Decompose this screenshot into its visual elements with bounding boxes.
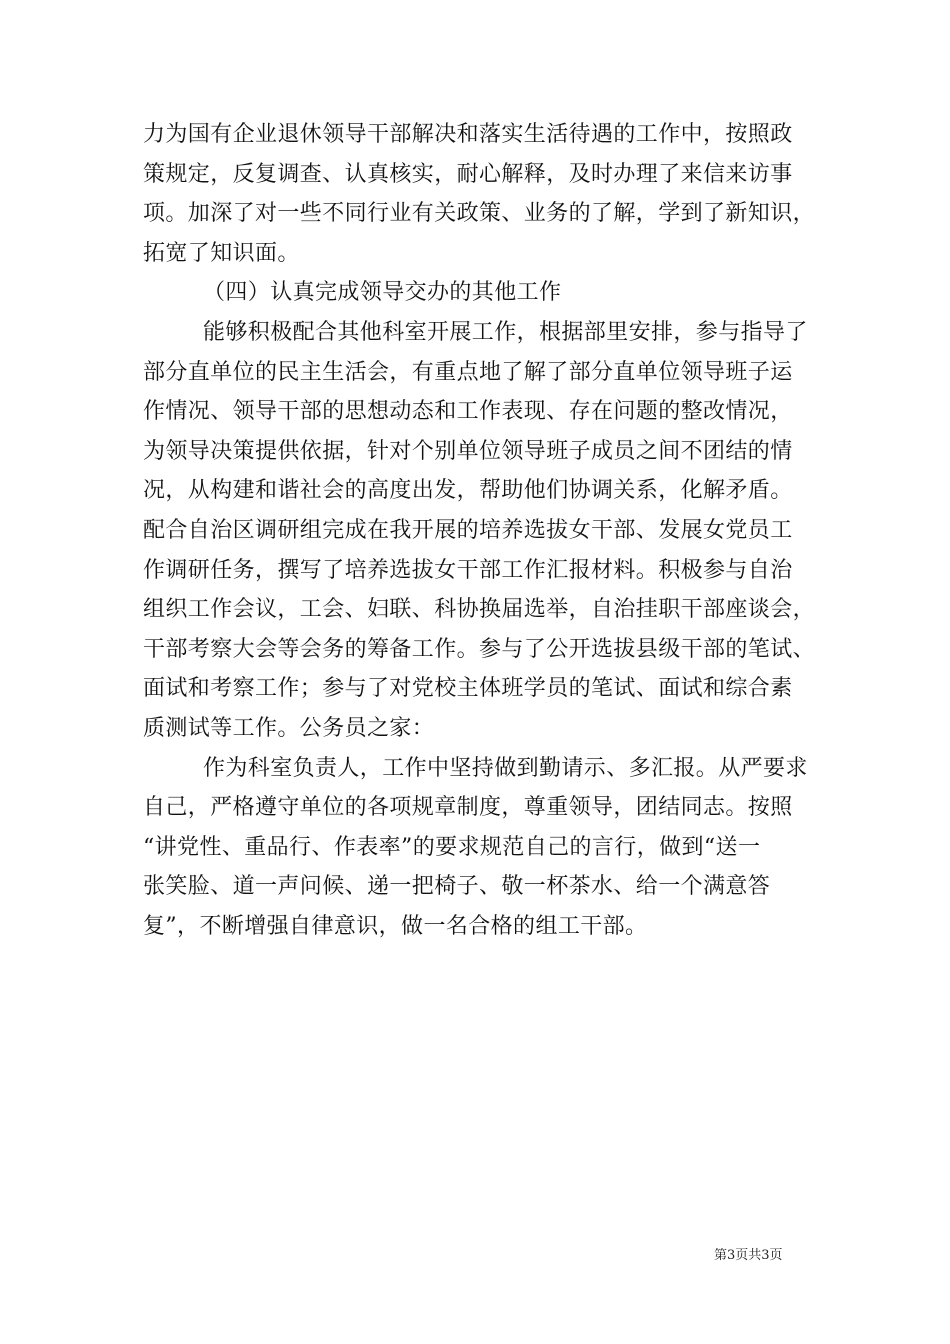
text-line: 作调研任务，撰写了培养选拔女干部工作汇报材料。积极参与自治 — [143, 557, 793, 583]
text-line: 组织工作会议，工会、妇联、科协换届选举，自治挂职干部座谈会， — [143, 597, 816, 623]
text-line: 拓宽了知识面。 — [143, 240, 300, 266]
text-line: 配合自治区调研组完成在我开展的培养选拔女干部、发展女党员工 — [143, 517, 793, 543]
text-line: 复”，不断增强自律意识，做一名合格的组工干部。 — [143, 913, 648, 939]
document-body — [143, 115, 833, 946]
text-line: 项。加深了对一些不同行业有关政策、业务的了解，学到了新知识， — [143, 201, 816, 227]
text-line: 作情况、领导干部的思想动态和工作表现、存在问题的整改情况， — [143, 399, 793, 425]
text-line: 为领导决策提供依据，针对个别单位领导班子成员之间不团结的情 — [143, 438, 793, 464]
page-number: 第3页共3页 — [714, 1248, 783, 1263]
text-line: 质测试等工作。公务员之家： — [143, 715, 435, 741]
text-line: 自己，严格遵守单位的各项规章制度，尊重领导，团结同志。按照 — [143, 795, 793, 821]
text-line: 策规定，反复调查、认真核实，耐心解释，及时办理了来信来访事 — [143, 161, 793, 187]
text-line: 部分直单位的民主生活会，有重点地了解了部分直单位领导班子运 — [143, 359, 793, 385]
text-line: 能够积极配合其他科室开展工作，根据部里安排，参与指导了 — [203, 319, 808, 345]
section-heading: （四）认真完成领导交办的其他工作 — [203, 280, 562, 306]
text-line: “讲党性、重品行、作表率”的要求规范自己的言行，做到“送一 — [143, 834, 761, 860]
text-line: 张笑脸、道一声问候、递一把椅子、敬一杯茶水、给一个满意答 — [143, 874, 771, 900]
text-line: 面试和考察工作；参与了对党校主体班学员的笔试、面试和综合素 — [143, 676, 793, 702]
text-line: 况，从构建和谐社会的高度出发，帮助他们协调关系，化解矛盾。 — [143, 478, 793, 504]
text-line: 力为国有企业退休领导干部解决和落实生活待遇的工作中，按照政 — [143, 122, 793, 147]
text-line: 作为科室负责人，工作中坚持做到勤请示、多汇报。从严要求 — [203, 755, 808, 781]
text-line: 干部考察大会等会务的筹备工作。参与了公开选拔县级干部的笔试、 — [143, 636, 816, 662]
